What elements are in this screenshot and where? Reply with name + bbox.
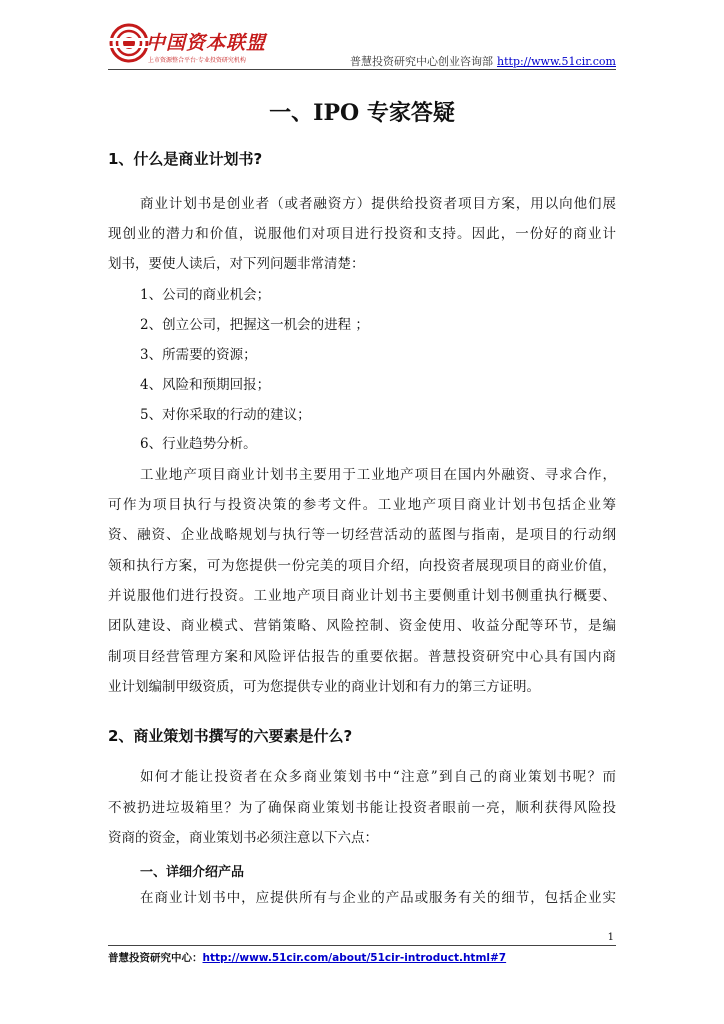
section2-heading: 2、商业策划书撰写的六要素是什么? <box>108 727 353 745</box>
header-url-link[interactable]: http://www.51cir.com <box>497 55 616 68</box>
logo-title: 中国资本联盟 <box>146 32 267 54</box>
paragraph-line: 工业地产项目商业计划书主要用于工业地产项目在国内外融资、寻求合作， <box>140 467 616 483</box>
page-number: 1 <box>607 932 614 943</box>
paragraph-line: 业计划编制甲级资质，可为您提供专业的商业计划和有力的第三方证明。 <box>108 679 540 695</box>
logo-icon <box>108 22 150 64</box>
paragraph-line: 商业计划书是创业者（或者融资方）提供给投资者项目方案，用以向他们展 <box>140 196 616 212</box>
list-item: 4、风险和预期回报； <box>140 377 271 393</box>
page-footer <box>108 950 506 965</box>
list-item: 5、对你采取的行动的建议； <box>140 407 311 423</box>
paragraph-line: 可作为项目执行与投资决策的参考文件。工业地产项目商业计划书包括企业筹 <box>108 497 616 513</box>
header-divider <box>108 69 616 70</box>
paragraph-line: 资商的资金，商业策划书必须注意以下六点： <box>108 830 378 846</box>
paragraph-line: 不被扔进垃圾箱里？为了确保商业策划书能让投资者眼前一亮，顺利获得风险投 <box>108 800 616 816</box>
list-item: 1、公司的商业机会； <box>140 287 271 303</box>
logo-subtitle: 上市资源整合平台·专业投资研究机构 <box>148 57 246 64</box>
paragraph-line: 制项目经营管理方案和风险评估报告的重要依据。普慧投资研究中心具有国内商 <box>108 649 616 665</box>
footer-divider <box>108 945 616 946</box>
list-item: 3、所需要的资源； <box>140 347 257 363</box>
header-info <box>350 53 616 69</box>
list-item: 6、行业趋势分析。 <box>140 436 257 452</box>
paragraph-line: 如何才能让投资者在众多商业策划书中“注意”到自己的商业策划书呢？而 <box>140 769 616 785</box>
paragraph-line: 现创业的潜力和价值，说服他们对项目进行投资和支持。因此，一份好的商业计 <box>108 226 616 242</box>
paragraph-line: 领和执行方案，可为您提供一份完美的项目介绍，向投资者展现项目的商业价值， <box>108 558 616 574</box>
subsection-heading: 一、详细介绍产品 <box>140 865 245 880</box>
paragraph-line: 在商业计划书中，应提供所有与企业的产品或服务有关的细节，包括企业实 <box>140 890 616 906</box>
paragraph-line: 团队建设、商业模式、营销策略、风险控制、资金使用、收益分配等环节，是编 <box>108 618 616 634</box>
section1-heading: 1、什么是商业计划书? <box>108 150 263 168</box>
paragraph-line: 资、融资、企业战略规划与执行等一切经营活动的蓝图与指南，是项目的行动纲 <box>108 527 616 543</box>
paragraph-line: 并说服他们进行投资。工业地产项目商业计划书主要侧重计划书侧重执行概要、 <box>108 588 616 604</box>
list-item: 2、创立公司，把握这一机会的进程 ； <box>140 317 369 333</box>
header-org: 普慧投资研究中心创业咨询部 <box>350 55 494 68</box>
footer-label: 普慧投资研究中心： <box>108 952 203 964</box>
document-title: 一、IPO 专家答疑 <box>269 100 455 126</box>
paragraph-line: 划书，要使人读后，对下列问题非常清楚： <box>108 256 365 272</box>
footer-url-link[interactable]: http://www.51cir.com/about/51cir-introduct.html#7 <box>202 952 507 964</box>
page-header <box>108 22 616 70</box>
